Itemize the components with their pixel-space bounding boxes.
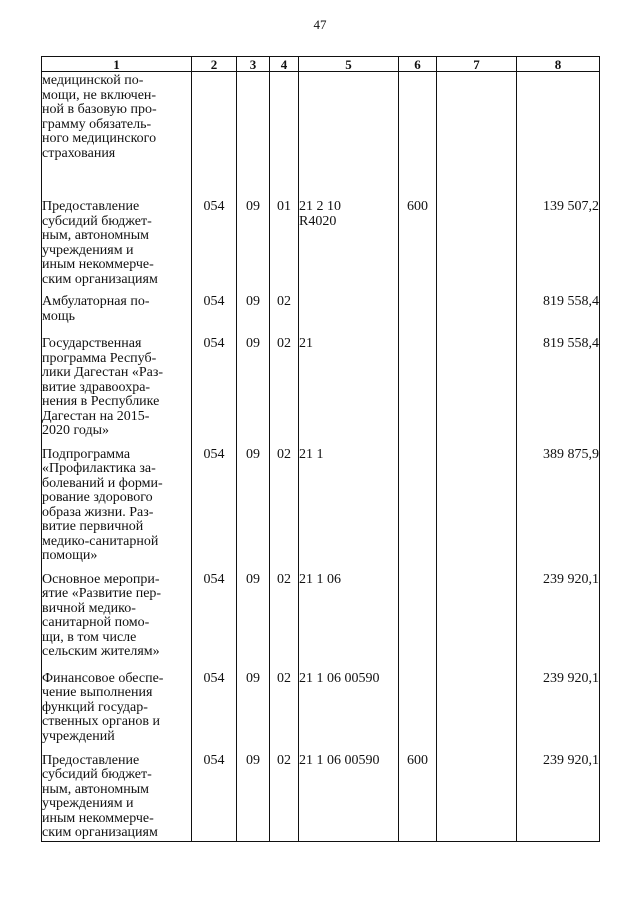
row-name-cell: Предоставление субсидий бюджет- ным, автономным учреждениям и иным некоммерче- ским организациям xyxy=(42,191,192,287)
row-name-cell: Государственная программа Респуб- лики Дагестан «Раз- витие здравоохра- нения в Республике Дагестан на 2015- 2020 годы» xyxy=(42,328,192,439)
target-article-cell: 21 1 06 xyxy=(299,564,399,663)
subsection-cell: 02 xyxy=(270,328,299,439)
col7-cell xyxy=(437,663,517,745)
target-article-cell: 21 1 06 00590 xyxy=(299,663,399,745)
row-name-cell: Подпрограмма «Профилактика за- болеваний и форми- рование здорового образа жизни. Раз- витие первичной медико-санитарной помощи» xyxy=(42,439,192,564)
amount-cell: 139 507,2 xyxy=(517,191,600,287)
target-article-cell: 21 1 xyxy=(299,439,399,564)
col-header-3: 3 xyxy=(237,57,270,72)
col-header-1: 1 xyxy=(42,57,192,72)
section-cell: 09 xyxy=(237,191,270,287)
section-cell xyxy=(237,72,270,192)
row-name-cell: Основное меропри- ятие «Развитие пер- вичной медико- санитарной помо- щи, в том числе сельским жителям» xyxy=(42,564,192,663)
col7-cell xyxy=(437,191,517,287)
page-number: 47 xyxy=(313,17,327,32)
amount-cell: 819 558,4 xyxy=(517,287,600,328)
col7-cell xyxy=(437,564,517,663)
expense-type-cell xyxy=(399,328,437,439)
table-row xyxy=(42,564,600,663)
admin-code-cell: 054 xyxy=(192,328,237,439)
target-article-cell: 21 xyxy=(299,328,399,439)
expense-type-cell xyxy=(399,564,437,663)
row-name-cell: медицинской по- мощи, не включен- ной в базовую про- грамму обязатель- ного медицинского страхования xyxy=(42,72,192,192)
col-header-7: 7 xyxy=(437,57,517,72)
col-header-4: 4 xyxy=(270,57,299,72)
subsection-cell: 02 xyxy=(270,663,299,745)
col7-cell xyxy=(437,72,517,192)
target-article-cell xyxy=(299,287,399,328)
col7-cell xyxy=(437,287,517,328)
amount-cell xyxy=(517,72,600,192)
amount-cell: 389 875,9 xyxy=(517,439,600,564)
table-row xyxy=(42,191,600,287)
col-header-2: 2 xyxy=(192,57,237,72)
row-name-cell: Финансовое обеспе- чение выполнения функций государ- ственных органов и учреждений xyxy=(42,663,192,745)
expense-type-cell xyxy=(399,439,437,564)
table-row xyxy=(42,439,600,564)
table-row xyxy=(42,663,600,745)
section-cell: 09 xyxy=(237,564,270,663)
row-name-cell: Предоставление субсидий бюджет- ным, автономным учреждениям и иным некоммерче- ским организациям xyxy=(42,745,192,842)
budget-table xyxy=(41,56,600,842)
col7-cell xyxy=(437,328,517,439)
expense-type-cell xyxy=(399,72,437,192)
section-cell: 09 xyxy=(237,745,270,842)
row-name-cell: Амбулаторная по- мощь xyxy=(42,287,192,328)
expense-type-cell: 600 xyxy=(399,191,437,287)
col-header-8: 8 xyxy=(517,57,600,72)
admin-code-cell: 054 xyxy=(192,564,237,663)
table-body xyxy=(42,72,600,842)
subsection-cell: 02 xyxy=(270,745,299,842)
section-cell: 09 xyxy=(237,663,270,745)
amount-cell: 819 558,4 xyxy=(517,328,600,439)
target-article-cell: 21 2 10 R4020 xyxy=(299,191,399,287)
section-cell: 09 xyxy=(237,439,270,564)
col-header-5: 5 xyxy=(299,57,399,72)
admin-code-cell: 054 xyxy=(192,745,237,842)
admin-code-cell xyxy=(192,72,237,192)
target-article-cell: 21 1 06 00590 xyxy=(299,745,399,842)
col7-cell xyxy=(437,439,517,564)
header-row xyxy=(42,57,600,72)
admin-code-cell: 054 xyxy=(192,439,237,564)
table-row xyxy=(42,745,600,842)
subsection-cell: 01 xyxy=(270,191,299,287)
table-row xyxy=(42,287,600,328)
col7-cell xyxy=(437,745,517,842)
expense-type-cell: 600 xyxy=(399,745,437,842)
table-row xyxy=(42,72,600,192)
amount-cell: 239 920,1 xyxy=(517,663,600,745)
amount-cell: 239 920,1 xyxy=(517,564,600,663)
admin-code-cell: 054 xyxy=(192,663,237,745)
section-cell: 09 xyxy=(237,287,270,328)
admin-code-cell: 054 xyxy=(192,191,237,287)
subsection-cell xyxy=(270,72,299,192)
col-header-6: 6 xyxy=(399,57,437,72)
target-article-cell xyxy=(299,72,399,192)
expense-type-cell xyxy=(399,663,437,745)
subsection-cell: 02 xyxy=(270,439,299,564)
subsection-cell: 02 xyxy=(270,564,299,663)
amount-cell: 239 920,1 xyxy=(517,745,600,842)
section-cell: 09 xyxy=(237,328,270,439)
subsection-cell: 02 xyxy=(270,287,299,328)
table-row xyxy=(42,328,600,439)
expense-type-cell xyxy=(399,287,437,328)
admin-code-cell: 054 xyxy=(192,287,237,328)
